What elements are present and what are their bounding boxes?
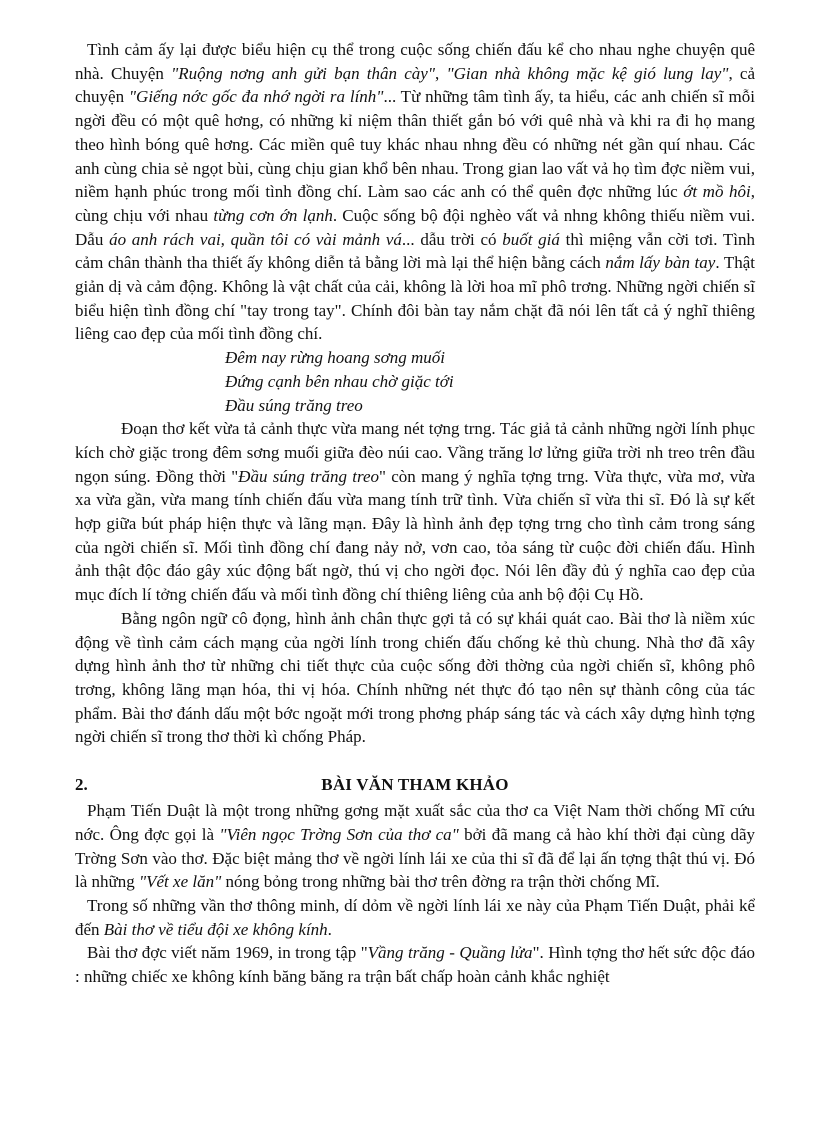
quote-ruong-nuong: "Ruộng nơng anh gửi bạn thân cày"	[171, 63, 435, 83]
poem-line: Đầu súng trăng treo	[225, 395, 363, 415]
text-run: ... dẫu trời có	[401, 229, 503, 249]
text-run: Tình cảm ấy lại được biểu hiện cụ thể trong cuộc sống chiến đấu kể cho nhau nghe chuyện quê nhà. Chuyện	[75, 40, 755, 83]
section-number: 2.	[75, 775, 88, 795]
quote-dau-sung-trang-treo: Đầu súng trăng treo	[238, 466, 380, 486]
quote-tung-con-on-lanh: từng cơn ớn lạnh	[213, 205, 333, 225]
quote-nam-lay-ban-tay: nắm lấy bàn tay	[605, 253, 716, 273]
collection-title: Vầng trăng - Quầng lửa	[367, 943, 533, 963]
text-run: . Thật giản dị và cảm động. Không là vật chất của cải, không là lời hoa mĩ phô trơng. Những ngời chiến sĩ biểu hiện tình đồng chí "tay trong tay". Chính đôi bàn tay nắm chặt đã nói lên tất cả ý nghĩ thiêng liêng cao đẹp của mối tình đồng chí.	[75, 253, 755, 344]
quote-vet-xe-lan: "Vết xe lăn"	[138, 872, 222, 892]
paragraph-ngon-ngu: Bằng ngôn ngữ cô đọng, hình ảnh chân thực gợi tả có sự khái quát cao. Bài thơ là niềm xúc động về tình cảm cách mạng của ngời lính trong chiến đấu chống kẻ thù chung. Nhà thơ đã xây dựng hình ảnh thơ từ những chi tiết thực của cuộc sống đời thờng của ngời chiến sĩ, không phô trơng, không lãng mạn hóa, thi vị hóa. Chính những nét thực đó tạo nên sự thành công của tác phẩm. Bài thơ đánh dấu một bớc ngoặt mới trong phơng pháp sáng tác và cách xây dựng hình tợng ngời chiến sĩ trong thơ thời kì chống Pháp.	[75, 608, 755, 747]
poem-line: Đêm nay rừng hoang sơng muối	[225, 348, 445, 368]
paragraph-pham-tien-duat	[75, 799, 755, 894]
text-run: , cả chuyện	[75, 63, 755, 107]
poem-line: Đứng cạnh bên nhau chờ giặc tới	[225, 371, 454, 391]
document-page	[75, 38, 755, 989]
paragraph-que-nha	[75, 38, 755, 346]
text-run: .	[327, 919, 332, 939]
text-run: Đoạn thơ kết vừa tả cảnh thực vừa mang nét tợng trng. Tác giả tả cảnh những ngời lính phục kích chờ giặc trong đêm sơng muối giữa đèo núi cao. Vầng trăng lơ lửng giữa trời nh treo trên đầu ngọn súng. Đồng thời "	[75, 419, 755, 486]
section-title: BÀI VĂN THAM KHẢO	[321, 775, 509, 795]
paragraph-doan-tho-ket	[75, 417, 755, 607]
text-run: nóng bỏng trong những bài thơ trên đờng ra trận thời chống Mĩ.	[221, 872, 660, 892]
quote-ao-anh-rach-vai: áo anh rách vai, quần tôi có vài mảnh vá	[109, 229, 402, 249]
quote-gieng-nuoc: "Giếng nớc gốc đa nhớ ngời ra lính"	[128, 87, 384, 107]
text-run: Bài thơ đợc viết năm 1969, in trong tập "	[87, 943, 368, 963]
text-run: . Cuộc sống bộ đội nghèo vất vả nhng không thiếu niềm vui. Dẫu	[75, 205, 755, 249]
quote-ot-mo-hoi: ớt mồ hôi	[683, 182, 751, 202]
text-run: " còn mang ý nghĩa tợng trng. Vừa thực, vừa mơ, vừa xa vừa gần, vừa mang tính chiến đấu vừa mang tính trữ tình. Vừa chiến sĩ vừa thi sĩ. Đó là sự kết hợp giữa bút pháp hiện thực và lãng mạn. Đây là hình ảnh đẹp tợng trng cho tình cảm trong sáng của ngời chiến sĩ. Mối tình đồng chí đang nảy nở, vơn cao, tỏa sáng từ cuộc đời chiến đấu. Hình ảnh thật độc đáo gây xúc động bất ngờ, thú vị cho ngời đọc. Nói lên đầy đủ ý nghĩa cao đẹp của mục đích lí tởng chiến đấu và mối tình đồng chí thiêng liêng của anh bộ đội Cụ Hồ.	[75, 466, 755, 605]
text-run: Trong số những vần thơ thông minh, dí dỏm về ngời lính lái xe này của Phạm Tiến Duật, phải kể đến	[75, 895, 755, 939]
text-run: ". Hình tợng thơ hết sức độc đáo : những chiếc xe không kính băng băng ra trận bất chấp hoàn cảnh khắc nghiệt	[75, 943, 755, 987]
text-run: ,	[434, 63, 447, 83]
paragraph-trong-so	[75, 894, 755, 941]
text-run: thì miệng vẫn cời tơi. Tình cảm chân thành tha thiết ấy không diễn tả bằng lời mà lại thể hiện bằng cách	[75, 229, 756, 273]
paragraph-bai-tho-duoc-viet	[75, 941, 755, 988]
text-run: ... Từ những tâm tình ấy, ta hiểu, các anh chiến sĩ mỗi ngời đều có một quê hơng, có những kỉ niệm thân thiết gắn bó với quê nhà và khi ra đi họ mang theo hình bóng quê hơng. Các miền quê tuy khác nhau nhng đều có những nét gần quí nhau. Các anh cùng chia sẻ ngọt bùi, cùng chịu gian khổ bên nhau. Trong gian lao vất vả họ tìm đợc niềm vui, niềm hạnh phúc trong mối tình đồng chí. Làm sao các anh có thể quên đợc những lúc	[75, 87, 756, 202]
text-run: Phạm Tiến Duật là một trong những gơng mặt xuất sắc của thơ ca Việt Nam thời chống Mĩ cứu nớc. Ông đợc gọi là	[75, 801, 755, 844]
poem-excerpt	[75, 346, 755, 417]
text-run: bởi đã mang cả hào khí thời đại cùng dãy Trờng Sơn vào thơ. Đặc biệt mảng thơ về ngời lính lái xe của thi sĩ đã để lại ấn tợng thật thú vị. Đó là những	[75, 824, 755, 892]
poem-title-xe-khong-kinh: Bài thơ về tiểu đội xe không kính	[103, 919, 328, 939]
quote-buot-gia: buốt giá	[502, 229, 560, 249]
text-run: , cùng chịu với nhau	[75, 182, 755, 225]
quote-gian-nha: "Gian nhà không mặc kệ gió lung lay"	[446, 63, 729, 83]
section-heading	[75, 773, 755, 799]
quote-vien-ngoc: "Viên ngọc Trờng Sơn của thơ ca"	[219, 824, 459, 844]
